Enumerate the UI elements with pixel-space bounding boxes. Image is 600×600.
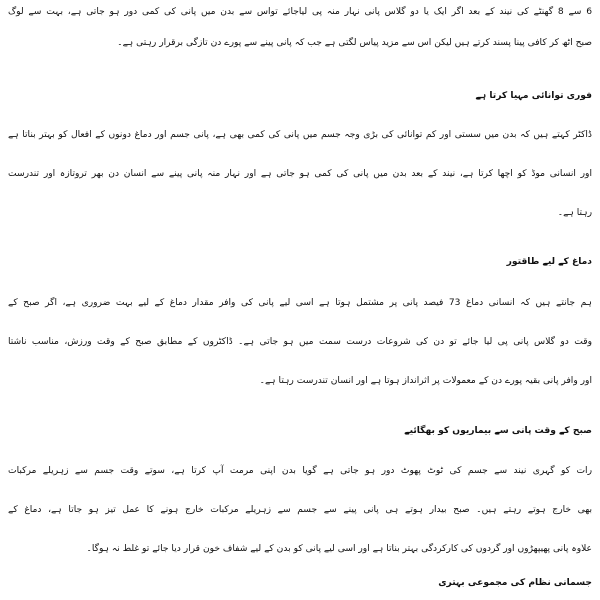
paragraph-line: اور انسانی موڈ کو اچھا کرتا ہے، نیند کے بعد بدن میں پانی کی کمی ہو جاتی ہے اور نہار منہ پانی پینے سے انسان دن بھر تروتازہ اور تندرست: [8, 169, 592, 179]
paragraph-line: رہتا ہے۔: [557, 208, 592, 218]
paragraph-line: علاوہ پانی پھیپھڑوں اور گردوں کی کارکردگی بہتر بناتا ہے اور اسی لیے پانی کو بدن کے لیے شفاف خون قرار دیا جائے تو غلط نہ ہوگا۔: [86, 544, 592, 554]
paragraph-line: بھی خارج ہوتے رہتے ہیں۔ صبح بیدار ہوتے ہی پانی پینے سے جسم سے زہریلے مرکبات خارج ہونے کا عمل تیز ہو جاتا ہے، دماغ کے: [8, 505, 592, 515]
section-paragraph: [8, 284, 592, 401]
paragraph-line: صبح اٹھ کر کافی پینا پسند کرتے ہیں لیکن اس سے مزید پیاس لگتی ہے جب کہ پانی پینے سے پورے دن تازگی برقرار رہتی ہے۔: [117, 38, 592, 48]
section-heading: جسمانی نظام کی مجموعی بہتری: [438, 578, 592, 588]
section-paragraph: [8, 452, 592, 569]
intro-paragraph: [8, 0, 592, 63]
section-paragraph: [8, 116, 592, 233]
section-heading: صبح کے وقت پانی سے بیماریوں کو بھگائیے: [404, 426, 592, 436]
paragraph-line: اور وافر پانی بقیہ پورے دن کے معمولات پر اثرانداز ہوتا ہے اور انسان تندرست رہتا ہے۔: [259, 376, 592, 386]
paragraph-line: وقت دو گلاس پانی پی لیا جائے تو دن کی شروعات درست سمت میں ہو جاتی ہے۔ ڈاکٹروں کے مطابق صبح کے وقت ورزش، مناسب ناشتا: [8, 337, 592, 347]
section-heading: دماغ کے لیے طاقتور: [506, 257, 592, 267]
paragraph-line: رات کو گہری نیند سے جسم کی ٹوٹ پھوٹ دور ہو جاتی ہے گویا بدن اپنی مرمت آپ کرتا ہے، سوتے وقت جسم سے زہریلے مرکبات: [8, 466, 592, 476]
section-heading: فوری توانائی مہیا کرتا ہے: [475, 91, 592, 101]
paragraph-line: 6 سے 8 گھنٹے کی نیند کے بعد اگر ایک یا دو گلاس پانی نہار منہ پی لیاجائے تواس سے بدن میں پانی کی کمی دور ہو جاتی ہے، بہت سے لوگ: [8, 7, 592, 17]
paragraph-line: ہم جانتے ہیں کہ انسانی دماغ 73 فیصد پانی پر مشتمل ہوتا ہے اسی لیے پانی کی وافر مقدار دماغ کے لیے بہت ضروری ہے، اگر صبح کے: [8, 298, 592, 308]
paragraph-line: ڈاکٹر کہتے ہیں کہ بدن میں سستی اور کم توانائی کی بڑی وجہ جسم میں پانی کی کمی بھی ہے، پانی جسم اور دماغ دونوں کے افعال کو بہتر بناتا ہے: [8, 130, 592, 140]
